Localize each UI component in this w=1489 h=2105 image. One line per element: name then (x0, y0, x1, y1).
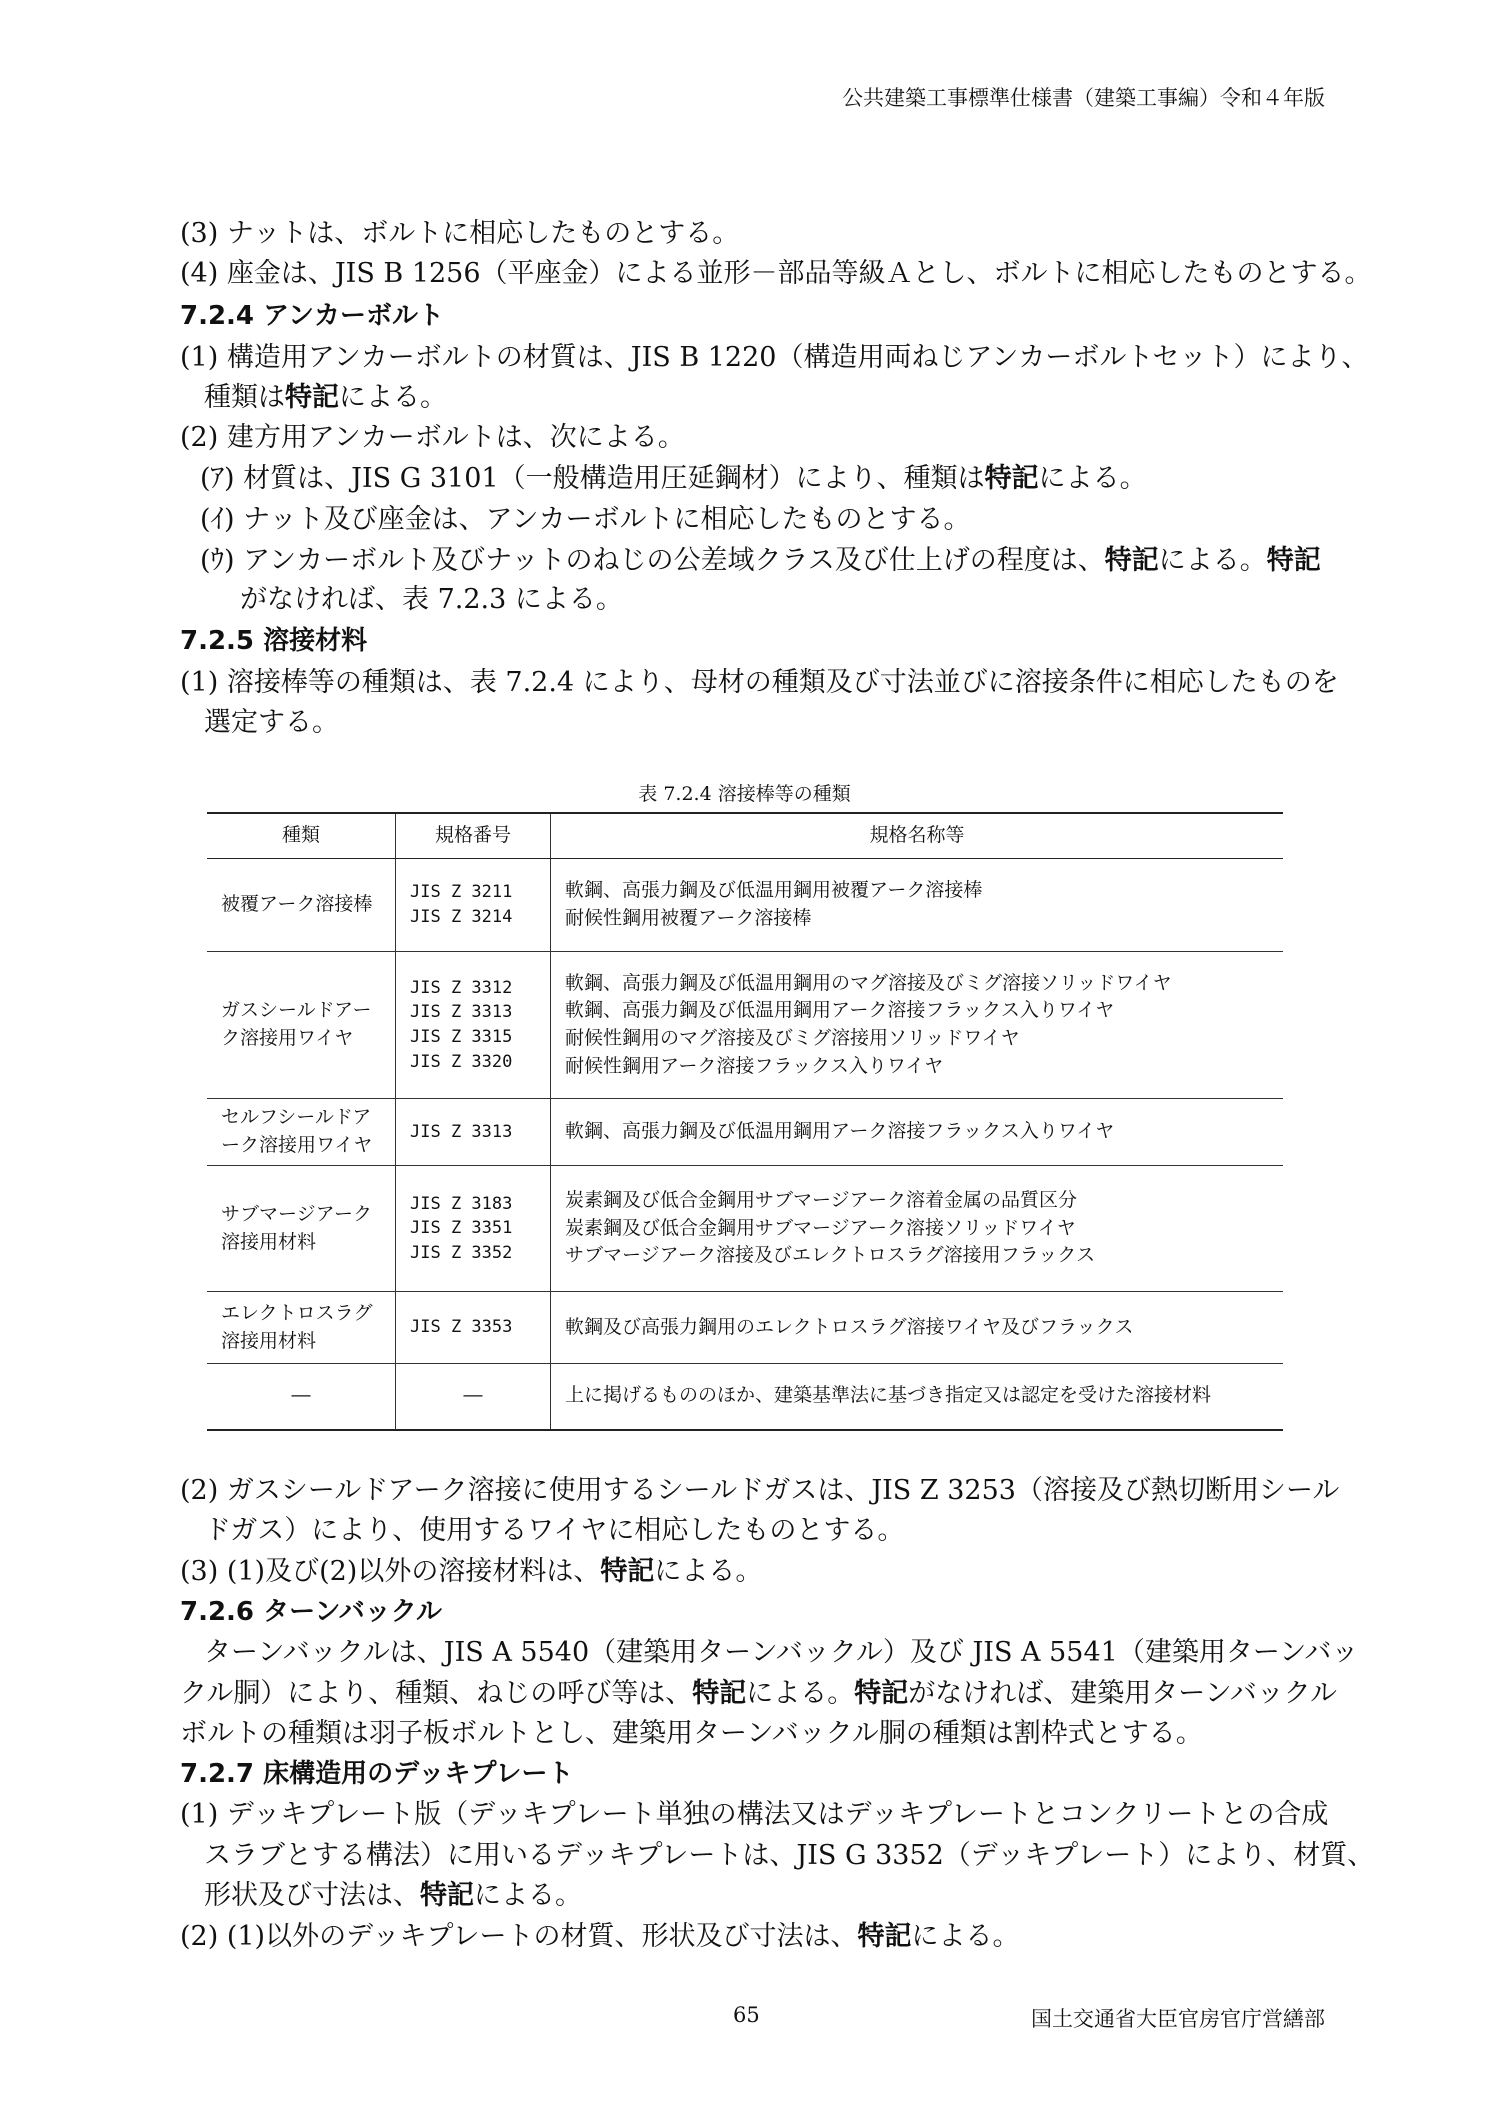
names-text: 上に掲げるもののほか、建築基準法に基づき指定又は認定を受けた溶接材料 (565, 1384, 1212, 1407)
header-code: 規格番号 (396, 813, 551, 859)
table-row (207, 952, 1283, 1099)
para-turnbuckle-1: ターンバックルは、JIS A 5540（建築用ターンバックル）及び JIS A 5541（建築用ターンバッ (204, 1637, 1359, 1668)
para-weld-2: (2) ガスシールドアーク溶接に使用するシールドガスは、JIS Z 3253（溶接及び熱切断用シール (180, 1475, 1340, 1506)
cell-kind: サブマージアーク溶接用材料 (221, 1202, 373, 1253)
code-line: ― (463, 1384, 483, 1407)
cell-names (551, 1364, 1284, 1430)
para-turnbuckle-3: ボルトの種類は羽子板ボルトとし、建築用ターンバックル胴の種類は割枠式とする。 (180, 1718, 1203, 1749)
table-caption: 表 7.2.4 溶接棒等の種類 (638, 783, 851, 805)
section-heading-7-2-7: 7.2.7 床構造用のデッキプレート (180, 1759, 574, 1789)
page-number: 65 (733, 2003, 760, 2027)
cell-codes (396, 1364, 551, 1430)
code-line: JIS Z 3312 JIS Z 3313 JIS Z 3315 JIS Z 3320 (410, 977, 513, 1072)
running-header: 公共建築工事標準仕様書（建築工事編）令和４年版 (842, 86, 1325, 110)
para-deck-2: (2) (1)以外のデッキプレートの材質、形状及び寸法は、特記による。 (180, 1921, 1020, 1952)
para-turnbuckle-2: クル胴）により、種類、ねじの呼び等は、特記による。特記がなければ、建築用ターンバックル (180, 1678, 1337, 1709)
para-anchor-2c: (ｳ) アンカーボルト及びナットのねじの公差域クラス及び仕上げの程度は、特記による。特記 (200, 545, 1321, 576)
names-text: 炭素鋼及び低合金鋼用サブマージアーク溶着金属の品質区分 炭素鋼及び低合金鋼用サブマージアーク溶接ソリッドワイヤ サブマージアーク溶接及びエレクトロスラグ溶接用フラックス (565, 1189, 1096, 1267)
para-anchor-2c-cont: がなければ、表 7.2.3 による。 (240, 584, 623, 615)
para-weld-1-cont: 選定する。 (204, 707, 339, 738)
cell-kind: ― (291, 1384, 311, 1407)
cell-names (551, 952, 1284, 1099)
para-anchor-1: (1) 構造用アンカーボルトの材質は、JIS B 1220（構造用両ねじアンカーボルトセット）により、 (180, 342, 1369, 373)
table-row (207, 1166, 1283, 1292)
cell-codes (396, 1099, 551, 1166)
cell-codes (396, 859, 551, 952)
cell-names (551, 1099, 1284, 1166)
section-heading-7-2-5: 7.2.5 溶接材料 (180, 626, 368, 656)
para-weld-2-cont: ドガス）により、使用するワイヤに相応したものとする。 (204, 1515, 905, 1546)
para-anchor-2a: (ｱ) 材質は、JIS G 3101（一般構造用圧延鋼材）により、種類は特記による。 (200, 463, 1147, 494)
cell-kind: ガスシールドアーク溶接用ワイヤ (221, 999, 372, 1049)
cell-names (551, 1166, 1284, 1292)
table-row (207, 1292, 1283, 1364)
cell-codes (396, 1292, 551, 1364)
cell-kind: セルフシールドアーク溶接用ワイヤ (221, 1106, 373, 1156)
para-weld-1: (1) 溶接棒等の種類は、表 7.2.4 により、母材の種類及び寸法並びに溶接条件に相応したものを (180, 667, 1339, 698)
cell-codes (396, 952, 551, 1099)
para-4-washer: (4) 座金は、JIS B 1256（平座金）による並形－部品等級Ａとし、ボルトに相応したものとする。 (180, 258, 1372, 289)
table-header-row (207, 813, 1283, 859)
cell-codes (396, 1166, 551, 1292)
cell-kind: 被覆アーク溶接棒 (221, 893, 373, 916)
table-row (207, 1364, 1283, 1430)
header-name: 規格名称等 (551, 813, 1284, 859)
code-line: JIS Z 3211 JIS Z 3214 (410, 882, 513, 927)
para-deck-1-cont2: 形状及び寸法は、特記による。 (204, 1880, 582, 1911)
code-line: JIS Z 3313 (410, 1121, 513, 1142)
cell-names (551, 1292, 1284, 1364)
section-heading-7-2-4: 7.2.4 アンカーボルト (180, 301, 445, 331)
cell-names (551, 859, 1284, 952)
para-anchor-1-cont: 種類は特記による。 (204, 382, 447, 413)
para-anchor-2b: (ｲ) ナット及び座金は、アンカーボルトに相応したものとする。 (200, 504, 971, 535)
para-weld-3: (3) (1)及び(2)以外の溶接材料は、特記による。 (180, 1556, 763, 1587)
para-anchor-2: (2) 建方用アンカーボルトは、次による。 (180, 422, 685, 453)
table-row (207, 1099, 1283, 1166)
names-text: 軟鋼、高張力鋼及び低温用鋼用のマグ溶接及びミグ溶接ソリッドワイヤ 軟鋼、高張力鋼及び低温用鋼用アーク溶接フラックス入りワイヤ 耐候性鋼用のマグ溶接及びミグ溶接用ソリッドワイヤ 耐候性鋼用アーク溶接フラックス入りワイヤ (565, 971, 1172, 1077)
header-kind: 種類 (207, 813, 396, 859)
para-3-nut: (3) ナットは、ボルトに相応したものとする。 (180, 218, 740, 249)
code-line: JIS Z 3183 JIS Z 3351 JIS Z 3352 (410, 1193, 513, 1263)
code-line: JIS Z 3353 (410, 1317, 513, 1338)
para-deck-1-cont: スラブとする構法）に用いるデッキプレートは、JIS G 3352（デッキプレート）により、材質、 (204, 1840, 1375, 1871)
para-deck-1: (1) デッキプレート版（デッキプレート単独の構法又はデッキプレートとコンクリートとの合成 (180, 1799, 1329, 1830)
names-text: 軟鋼及び高張力鋼用のエレクトロスラグ溶接ワイヤ及びフラックス (565, 1315, 1134, 1338)
names-text: 軟鋼、高張力鋼及び低温用鋼用被覆アーク溶接棒 耐候性鋼用被覆アーク溶接棒 (565, 879, 983, 929)
section-heading-7-2-6: 7.2.6 ターンバックル (180, 1597, 442, 1627)
cell-kind: エレクトロスラグ溶接用材料 (221, 1301, 373, 1352)
table-row (207, 859, 1283, 952)
names-text: 軟鋼、高張力鋼及び低温用鋼用アーク溶接フラックス入りワイヤ (565, 1120, 1115, 1143)
welding-materials-table (207, 812, 1283, 1431)
footer-organization: 国土交通省大臣官房官庁営繕部 (1031, 2007, 1325, 2031)
